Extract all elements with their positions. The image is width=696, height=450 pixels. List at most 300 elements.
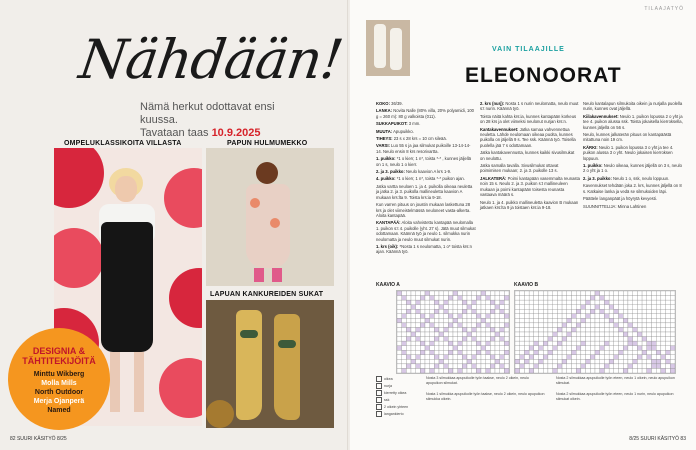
chart-cell [633,309,638,314]
subtitle-line-2 [140,127,300,140]
chart-cell [543,364,548,369]
chart-cell [467,318,472,323]
chart-cell [670,341,675,346]
chart-cell [467,309,472,314]
chart-cell [397,350,402,355]
chart-cell [402,305,407,310]
chart-cell [666,350,671,355]
chart-cell [614,323,619,328]
chart-cell [548,332,553,337]
paragraph-text: *1 o kierr, 1 n*, toista *-* puikon ajan. [395,176,465,182]
chart-cell [633,300,638,305]
paragraph-heading: MUUTA: [376,128,393,134]
chart-cell [402,296,407,301]
chart-cell [576,337,581,342]
chart-cell [520,296,525,301]
legend-item [376,411,404,417]
chart-cell [609,368,614,373]
chart-cell [666,314,671,319]
badge-name: Merja Ojanperä [33,398,85,405]
chart-cell [467,337,472,342]
chart-cell [670,332,675,337]
caption-lapuan-socks: LAPUAN KANKUREIDEN SUKAT [210,291,324,298]
chart-cell [633,341,638,346]
chart-cell [642,332,647,337]
chart-cell [614,359,619,364]
chart-cell [524,350,529,355]
chart-cell [467,359,472,364]
paragraph [376,220,476,242]
chart-cell [515,332,520,337]
chart-cell [576,300,581,305]
chart-cell [411,309,416,314]
chart-cell [595,327,600,332]
chart-cell [524,318,529,323]
chart-cell [420,300,425,305]
chart-cell [444,305,449,310]
chart-cell [604,314,609,319]
chart-cell [515,355,520,360]
paragraph [376,169,476,174]
chart-cell [576,291,581,296]
chart-cell [406,300,411,305]
chart-legend [376,376,676,418]
chart-cell [439,309,444,314]
chart-cell [666,309,671,314]
chart-cell [557,346,562,351]
chart-cell [529,341,534,346]
chart-cell [619,305,624,310]
chart-cell [481,350,486,355]
chart-cell [439,327,444,332]
chart-cell [481,309,486,314]
paragraph [376,121,476,126]
chart-cell [416,355,421,360]
chart-cell [458,364,463,369]
chart-cell [637,305,642,310]
chart-cell [628,332,633,337]
paragraph-text: Poimi kantapään vasemmalta reunasta noin 15 s. Neulo 2. ja 3. puikon s:t mallineuleen mukaan ja poimi kantapään toisesta reunasta vastaava määrä s. [480,175,581,198]
chart-cell [529,364,534,369]
chart-cell [548,364,553,369]
chart-cell [420,309,425,314]
chart-cell [637,332,642,337]
chart-cell [420,327,425,332]
chart-cell [637,323,642,328]
chart-cell [416,332,421,337]
chart-cell [661,300,666,305]
chart-cell [500,318,505,323]
chart-cell [462,323,467,328]
chart-cell [444,291,449,296]
left-page-footer: 82 SUURI KÄSITYÖ 8/25 [10,436,67,442]
chart-cell [595,368,600,373]
paragraph-heading: 1. puikko: [583,163,603,169]
chart-cell [425,300,430,305]
text-column-1 [376,101,476,257]
chart-cell [462,300,467,305]
chart-cell [581,341,586,346]
chart-cell [534,291,539,296]
chart-cell [430,327,435,332]
chart-cell [604,364,609,369]
legend-symbol-icon [376,411,382,417]
chart-cell [586,309,591,314]
chart-cell [444,323,449,328]
chart-cell [430,355,435,360]
chart-cell [406,368,411,373]
chart-cell [637,368,642,373]
chart-cell [642,309,647,314]
chart-cell [481,300,486,305]
chart-cell [571,291,576,296]
chart-cell [642,318,647,323]
chart-cell [476,305,481,310]
chart-cell [397,296,402,301]
chart-cell [557,341,562,346]
chart-cell [462,346,467,351]
chart-cell [411,346,416,351]
chart-cell [430,314,435,319]
chart-cell [495,355,500,360]
chart-cell [600,346,605,351]
chart-cell [557,305,562,310]
chart-cell [590,305,595,310]
chart-cell [661,309,666,314]
chart-cell [534,341,539,346]
chart-cell [661,359,666,364]
chart-cell [647,314,652,319]
chart-cell [534,337,539,342]
chart-cell [500,323,505,328]
chart-cell [490,337,495,342]
chart-cell [595,364,600,369]
chart-cell [397,364,402,369]
chart-cell [656,350,661,355]
chart-cell [411,314,416,319]
chart-cell [515,305,520,310]
chart-cell [430,332,435,337]
chart-cell [448,364,453,369]
chart-cell [543,341,548,346]
chart-cell [576,296,581,301]
chart-cell [557,337,562,342]
chart-cell [495,350,500,355]
chart-cell [609,364,614,369]
chart-cell [548,346,553,351]
chart-cell [420,368,425,373]
chart-cell [656,314,661,319]
chart-cell [628,305,633,310]
chart-cell [628,359,633,364]
chart-cell [439,291,444,296]
chart-cell [430,364,435,369]
chart-cell [600,309,605,314]
chart-cell [571,355,576,360]
chart-cell [576,359,581,364]
chart-cell [534,364,539,369]
chart-cell [472,305,477,310]
chart-cell [637,355,642,360]
chart-cell [614,305,619,310]
chart-cell [472,346,477,351]
chart-cell [642,341,647,346]
legend-label: langankierto [384,411,404,416]
chart-cell [439,337,444,342]
chart-cell [486,318,491,323]
paragraph [480,176,580,198]
chart-cell [543,323,548,328]
chart-cell [628,364,633,369]
paragraph-text: Päättele langanpäät ja höyrytä kevyesti. [583,196,658,202]
chart-cell [661,346,666,351]
chart-cell [539,355,544,360]
chart-cell [604,300,609,305]
chart-cell [557,318,562,323]
text-column-3 [583,101,683,211]
chart-cell [486,350,491,355]
chart-cell [539,296,544,301]
chart-cell [397,323,402,328]
chart-cell [453,359,458,364]
chart-cell [467,296,472,301]
chart-cell [434,291,439,296]
chart-cell [524,364,529,369]
chart-cell [571,337,576,342]
chart-cell [397,332,402,337]
chart-cell [453,305,458,310]
chart-cell [515,341,520,346]
chart-cell [576,368,581,373]
chart-cell [500,359,505,364]
chart-cell [453,341,458,346]
chart-cell [439,332,444,337]
chart-cell [553,296,558,301]
chart-cell [543,291,548,296]
chart-cell [576,346,581,351]
chart-cell [458,346,463,351]
chart-cell [571,296,576,301]
chart-cell [557,355,562,360]
chart-cell [633,350,638,355]
chart-cell [448,314,453,319]
chart-cell [576,318,581,323]
chart-cell [656,309,661,314]
legend-symbol-icon [376,376,382,382]
paragraph-heading: Kantakavennukset: [480,126,519,132]
chart-cell [434,318,439,323]
chart-cell [590,341,595,346]
chart-cell [515,350,520,355]
legend-note: Nosta 3 silmukkaa apupuikolle työn taakse, neulo 2 oikein, neulo apupuikon silmukat. [426,376,529,385]
chart-cell [434,327,439,332]
paragraph-text: 23 s x 28 krs = 10 cm sileää. [392,136,447,142]
chart-cell [430,337,435,342]
paragraph-text: SUUNNITTELIJA: Minna Lahtinen [583,203,647,209]
chart-cell [670,296,675,301]
chart-cell [567,355,572,360]
paragraph-heading: 2. krs (nurj): [480,101,505,106]
chart-cell [520,318,525,323]
chart-cell [562,350,567,355]
chart-cell [590,296,595,301]
chart-cell [402,318,407,323]
chart-cell [490,296,495,301]
chart-cell [670,323,675,328]
chart-cell [448,296,453,301]
right-page-footer: 8/25 SUURI KÄSITYÖ 83 [629,436,686,442]
chart-cell [628,368,633,373]
chart-cell [637,364,642,369]
chart-cell [500,314,505,319]
chart-cell [534,355,539,360]
chart-cell [458,368,463,373]
chart-cell [425,337,430,342]
chart-cell [529,300,534,305]
chart-cell [504,359,509,364]
chart-cell [642,305,647,310]
chart-cell [495,323,500,328]
chart-cell [416,305,421,310]
chart-cell [416,350,421,355]
chart-cell [416,368,421,373]
chart-cell [472,296,477,301]
chart-cell [609,337,614,342]
chart-cell [458,314,463,319]
chart-cell [476,318,481,323]
chart-cell [609,359,614,364]
chart-cell [548,309,553,314]
chart-cell [500,291,505,296]
chart-cell [462,364,467,369]
chart-cell [590,355,595,360]
chart-cell [534,327,539,332]
chart-cell [586,300,591,305]
chart-cell [604,327,609,332]
paragraph [480,200,580,211]
chart-cell [562,309,567,314]
chart-cell [656,337,661,342]
chart-cell [539,291,544,296]
caption-papu-dress: PAPUN HULMUMEKKO [227,140,308,147]
chart-cell [425,323,430,328]
chart-cell [661,314,666,319]
chart-cell [633,332,638,337]
chart-cell [500,309,505,314]
chart-cell [490,332,495,337]
chart-cell [453,332,458,337]
chart-cell [595,323,600,328]
chart-cell [411,355,416,360]
chart-cell [495,332,500,337]
chart-cell [524,332,529,337]
chart-cell [586,359,591,364]
chart-cell [458,355,463,360]
chart-cell [647,327,652,332]
legend-symbol-icon [376,383,382,389]
chart-cell [539,305,544,310]
chart-cell [553,318,558,323]
chart-cell [420,350,425,355]
paragraph-text: Nosta 1 s nurin neulomatta, neulo muut s:t nurin. Käännä työ. [480,101,579,112]
chart-cell [595,332,600,337]
chart-cell [590,309,595,314]
chart-cell [642,327,647,332]
chart-cell [402,359,407,364]
chart-cell [557,300,562,305]
chart-cell [486,359,491,364]
paragraph [376,143,476,154]
chart-cell [472,341,477,346]
chart-cell [490,368,495,373]
chart-cell [581,305,586,310]
chart-cell [416,309,421,314]
chart-cell [534,318,539,323]
chart-cell [444,337,449,342]
chart-cell [411,327,416,332]
photo-papu-dress [206,148,334,286]
chart-cell [661,364,666,369]
chart-cell [539,368,544,373]
chart-cell [647,318,652,323]
chart-cell [614,327,619,332]
chart-cell [504,305,509,310]
chart-cell [490,323,495,328]
chart-cell [406,305,411,310]
chart-cell [581,323,586,328]
chart-cell [504,296,509,301]
chart-cell [590,359,595,364]
chart-cell [562,300,567,305]
chart-cell [604,355,609,360]
chart-cell [633,364,638,369]
chart-cell [666,341,671,346]
chart-cell [651,368,656,373]
chart-cell [604,323,609,328]
chart-cell [448,323,453,328]
chart-cell [553,314,558,319]
badge-title-line-1: DESIGNIA & [32,346,86,356]
chart-cell [543,368,548,373]
chart-cell [595,291,600,296]
chart-cell [633,291,638,296]
chart-cell [571,305,576,310]
chart-cell [628,291,633,296]
chart-cell [576,364,581,369]
paragraph-text: Jatka kantakavennusta, kunnes kaikki sivusilmukat on neulottu. [480,150,575,161]
chart-cell [637,337,642,342]
chart-cell [539,309,544,314]
issue-date: 10.9.2025 [211,127,261,139]
chart-cell [425,346,430,351]
designers-badge [8,328,110,430]
chart-cell [623,346,628,351]
chart-cell [453,300,458,305]
chart-cell [430,309,435,314]
chart-cell [406,323,411,328]
chart-cell [637,350,642,355]
chart-cell [430,359,435,364]
legend-note: Nosta 2 silmukkaa apupuikolle työn eteen, neulo 1 oikein, neulo apupuikon silmukat. [556,376,675,385]
paragraph [480,101,580,112]
chart-cell [520,305,525,310]
chart-cell [467,291,472,296]
chart-cell [416,318,421,323]
chart-cell [472,309,477,314]
chart-cell [609,309,614,314]
chart-cell [481,318,486,323]
chart-cell [529,327,534,332]
